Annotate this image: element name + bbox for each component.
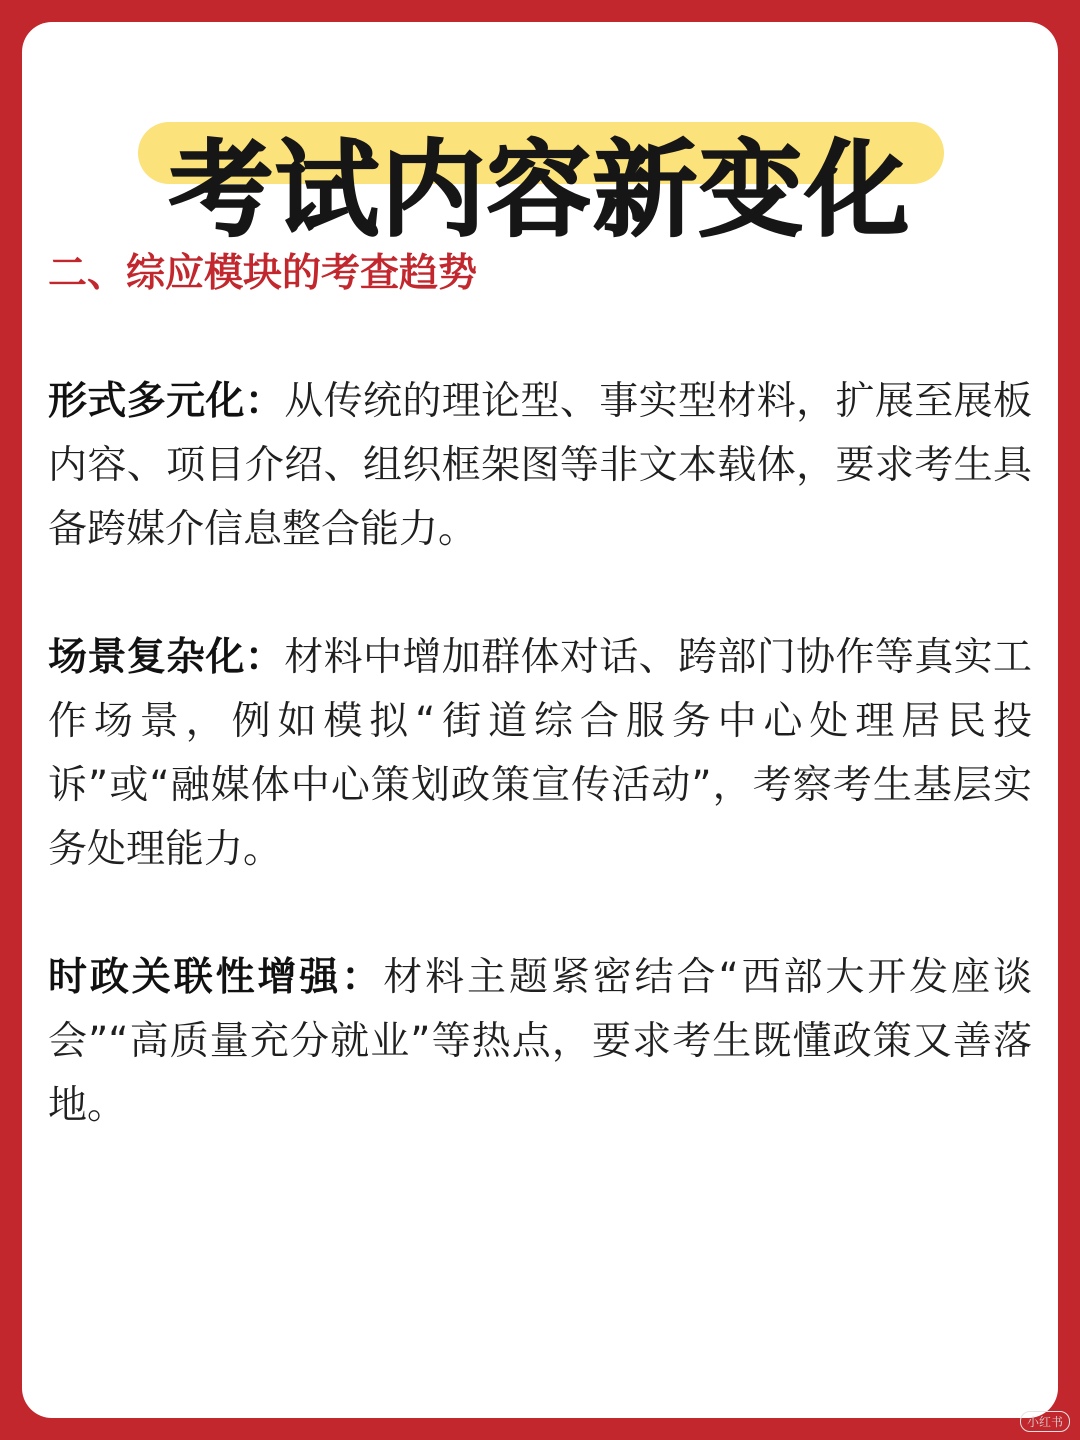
watermark-logo: 小红书 (1020, 1411, 1070, 1432)
paragraph-text: 材料主题紧密结合“西部大开发座谈会”“高质量充分就业”等热点，要求考生既懂政策又善落地。 (48, 955, 1032, 1128)
paragraph-form-diversification (48, 370, 1032, 562)
paragraph-label: 时政关联性增强： (48, 955, 384, 1000)
content-card (22, 22, 1058, 1418)
page-title: 考试内容新变化 (168, 128, 911, 251)
section-heading: 二、综应模块的考查趋势 (48, 251, 478, 296)
paragraph-scene-complexity (48, 626, 1032, 882)
paragraph-label: 形式多元化： (48, 379, 285, 424)
title-block (22, 60, 1058, 251)
paragraph-text: 从传统的理论型、事实型材料，扩展至展板内容、项目介绍、组织框架图等非文本载体，要求考生具备跨媒介信息整合能力。 (48, 379, 1032, 552)
paragraph-label: 场景复杂化： (48, 635, 285, 680)
paragraph-current-affairs (48, 946, 1032, 1138)
paragraph-text: 材料中增加群体对话、跨部门协作等真实工作场景，例如模拟“街道综合服务中心处理居民投诉”或“融媒体中心策划政策宣传活动”，考察考生基层实务处理能力。 (48, 635, 1032, 872)
